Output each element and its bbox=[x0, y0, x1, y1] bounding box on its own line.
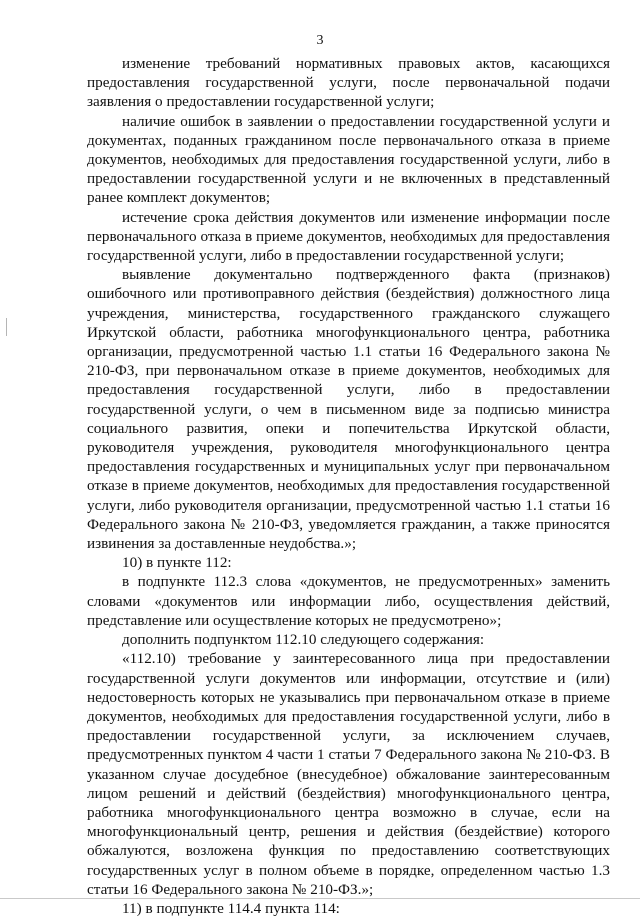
margin-mark bbox=[6, 318, 7, 336]
paragraph-item-10: 10) в пункте 112: bbox=[122, 554, 232, 572]
page-number: 3 bbox=[316, 33, 324, 48]
paragraph-subitem-112-3: в подпункте 112.3 слова «документов, не предусмотренных» заменить словами «документов или информации либо, осуществления действий, представление или осуществление которых не предусмотрено»; bbox=[87, 573, 610, 629]
paragraph-erroneous-action: выявление документально подтвержденного факта (признаков) ошибочного или противоправного действия (бездействия) должностного лица учреждения, министерства, государственного гражданского служащего Иркутской области, работника многофункционального центра, работника организации, предусмотренной частью 1.1 статьи 16 Федерального закона № 210-ФЗ, при первоначальном отказе в приеме документов, необходимых для предоставления государственной услуги, либо в предоставлении государственной услуги, о чем в письменном виде за подписью министра социального развития, опеки и попечительства Иркутской области, руководителя учреждения, руководителя многофункционального центра предоставления государственных и муниципальных услуг при первоначальном отказе в приеме документов, необходимых для предоставления государственной услуги, либо руководителя организации, предусмотренной частью 1.1 статьи 16 Федерального закона № 210-ФЗ, уведомляется гражданин, а также приносятся извинения за доставленные неудобства.»; bbox=[87, 266, 610, 553]
paragraph-add-subitem: дополнить подпунктом 112.10 следующего содержания: bbox=[122, 631, 485, 649]
document-body bbox=[87, 54, 610, 918]
paragraph-subitem-112-10: «112.10) требование у заинтересованного лица при предоставлении государственной услуги документов или информации, отсутствие и (или) недостоверность которых не указывались при первоначальном отказе в приеме документов, необходимых для предоставления государственной услуги, либо в предоставлении государственной услуги, за исключением случаев, предусмотренных пунктом 4 части 1 статьи 7 Федерального закона № 210-ФЗ. В указанном случае досудебное (внесудебное) обжалование заинтересованным лицом решений и действий (бездействия) многофункционального центра, работника многофункционального центра возможно в случае, если на многофункциональный центр, решения и действия (бездействие) которого обжалуются, возложена функция по предоставлению соответствующих государственных услуг в полном объеме в порядке, определенном частью 1.3 статьи 16 Федерального закона № 210-ФЗ.»; bbox=[87, 650, 610, 898]
paragraph-application-errors: наличие ошибок в заявлении о предоставлении государственной услуги и документах, поданных гражданином после первоначального отказа в приеме документов, необходимых для предоставления государственной услуги, либо в предоставлении государственной услуги и не включенных в представленный ранее комплект документов; bbox=[87, 112, 610, 207]
bottom-scan-edge bbox=[0, 898, 640, 899]
paragraph-document-expiry: истечение срока действия документов или изменение информации после первоначального отказа в приеме документов, необходимых для предоставления государственной услуги, либо в предоставлении государственной услуги; bbox=[87, 208, 610, 265]
paragraph-requirements-change: изменение требований нормативных правовых актов, касающихся предоставления государственной услуги, после первоначальной подачи заявления о предоставлении государственной услуги; bbox=[87, 55, 610, 111]
paragraph-item-11: 11) в подпункте 114.4 пункта 114: bbox=[122, 899, 340, 917]
